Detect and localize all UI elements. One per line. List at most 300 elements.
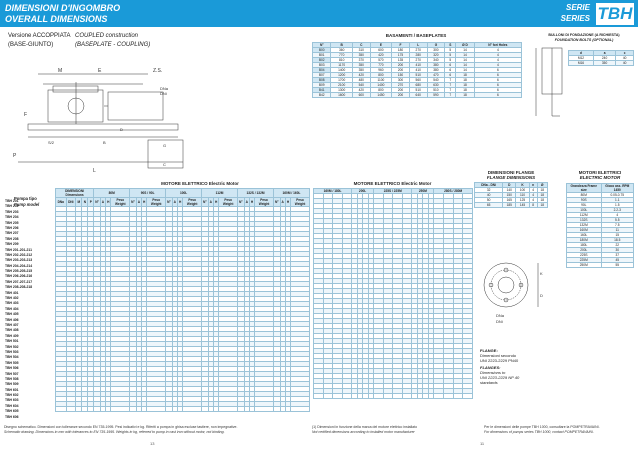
- baseplate-cell: 18: [456, 78, 474, 83]
- baseplate-cell: 7: [445, 88, 456, 93]
- right-motor-group-header: 280S / 280M: [434, 189, 473, 194]
- motor-weights-header-cell: Grandezza Frame size: [567, 184, 602, 193]
- baseplate-cell: 6: [474, 73, 521, 78]
- right-motor-cell: [443, 394, 453, 399]
- baseplate-cell: 420: [352, 88, 370, 93]
- baseplate-cell: 4: [474, 63, 521, 68]
- baseplate-cell: 420: [352, 73, 370, 78]
- pump-model-name: TBH 202: [5, 204, 19, 209]
- flange-cell: 165: [503, 198, 516, 203]
- baseplate-cell: 5: [445, 48, 456, 53]
- pump-model-name: TBH 409: [5, 333, 19, 338]
- baseplate-cell: 6: [474, 93, 521, 98]
- flange-note-en-title: FLANGES:: [480, 365, 501, 370]
- footer-right-it: Per le dimensioni delle pompe TBH 1000, consultare la POMPETRAVAINI.: [484, 425, 600, 429]
- main-cell: [219, 407, 238, 412]
- main-subheader: A: [100, 198, 105, 207]
- main-subheader: Peso Weight: [183, 198, 202, 207]
- label-f: F: [24, 112, 28, 118]
- bolts-cell: M12: [569, 56, 594, 61]
- baseplate-cell: 800: [370, 73, 391, 78]
- main-cell: [147, 407, 166, 412]
- baseplate-cell: 1700: [331, 78, 352, 83]
- main-subheader: Peso Weight: [255, 198, 274, 207]
- main-subheader: A: [280, 198, 285, 207]
- baseplate-cell: 6: [474, 78, 521, 83]
- main-group-header: 80M: [94, 189, 130, 198]
- baseplate-table: [312, 42, 522, 98]
- pump-baseplate-drawing: [8, 62, 188, 177]
- baseplate-cell: 1170: [331, 63, 352, 68]
- flange-cell: 65: [475, 203, 503, 208]
- baseplate-cell: 350: [352, 68, 370, 73]
- baseplate-cell: 18: [456, 88, 474, 93]
- main-cell: [183, 407, 202, 412]
- baseplate-cell: 480: [352, 78, 370, 83]
- pump-model-name: TBH 603: [5, 398, 19, 403]
- pump-model-name: TBH 204: [5, 215, 19, 220]
- baseplate-cell: 590: [427, 93, 445, 98]
- baseplate-cell: 600: [352, 93, 370, 98]
- main-dim-subheader: DNi: [66, 198, 76, 207]
- baseplate-header-cell: B: [331, 43, 352, 48]
- motor-weights-cell: 5.5: [601, 218, 633, 223]
- baseplate-header-cell: S: [445, 43, 456, 48]
- baseplate-cell: 350: [352, 53, 370, 58]
- pump-model-name: TBH 207: [5, 231, 19, 236]
- label-c: C: [163, 162, 166, 167]
- baseplate-cell: B00: [313, 48, 331, 53]
- main-dim-subheader: M: [76, 198, 82, 207]
- baseplate-cell: B41: [313, 88, 331, 93]
- bolts-header-cell: c: [616, 51, 634, 56]
- main-group-header: 90S / 90L: [130, 189, 166, 198]
- main-subheader: H: [249, 198, 254, 207]
- baseplate-cell: 510: [409, 73, 427, 78]
- right-motor-group-header: 200L: [352, 189, 374, 194]
- motor-weights-row: [567, 263, 634, 268]
- label-g: G: [163, 143, 167, 148]
- baseplate-cell: 600: [370, 48, 391, 53]
- flange-cell: 18: [537, 188, 547, 193]
- main-row: [56, 407, 310, 412]
- baseplate-cell: 410: [409, 63, 427, 68]
- main-subheader: A: [136, 198, 141, 207]
- pump-model-name: TBH 201-201-211: [5, 247, 32, 252]
- flange-cell: 150: [503, 193, 516, 198]
- right-motor-cell: [333, 394, 343, 399]
- baseplate-cell: 380: [427, 63, 445, 68]
- flange-title-it: DIMENSIONI FLANGE: [487, 170, 535, 175]
- baseplate-cell: 280: [409, 53, 427, 58]
- baseplate-cell: 360: [331, 48, 352, 53]
- main-cell: [166, 407, 173, 412]
- label-dni: DNi: [160, 91, 167, 96]
- flange-cell: 32: [475, 188, 503, 193]
- header-bar: [0, 0, 638, 27]
- motor-weights-cell: 1.5: [601, 203, 633, 208]
- motor-weights-cell: 4: [601, 213, 633, 218]
- baseplate-cell: 380: [427, 68, 445, 73]
- baseplate-cell: 4: [474, 53, 521, 58]
- baseplate-cell: 4: [474, 58, 521, 63]
- baseplate-cell: 1300: [331, 88, 352, 93]
- pump-model-name: TBH 204-204-214: [5, 263, 33, 268]
- right-motor-cell: [434, 394, 444, 399]
- footer-left-en: Schematic drawing. Dimensions in mm with tolerances to EN 735-1995. Weights in kg, referred to pump in cast iron without motor, not binding.: [4, 429, 225, 434]
- baseplate-cell: 420: [370, 53, 391, 58]
- baseplate-cell: 175: [392, 53, 410, 58]
- motor-weights-cell: 90S: [567, 198, 602, 203]
- pump-model-name: TBH 404: [5, 306, 19, 311]
- serie-label-it: SERIE: [565, 3, 590, 12]
- flange-title-en: FLANGE DIMENSIONS: [486, 175, 536, 180]
- flange-cell: 4: [529, 188, 537, 193]
- motor-weights-cell: 22: [601, 243, 633, 248]
- right-motor-cell: [383, 394, 393, 399]
- flange-cell: 125: [516, 198, 529, 203]
- pump-model-name: TBH 201: [5, 199, 19, 203]
- baseplate-cell: 630: [427, 83, 445, 88]
- bolts-title-en: FOUNDATION BOLTS (OPTIONAL): [554, 38, 614, 42]
- baseplate-cell: 14: [456, 53, 474, 58]
- main-group-header: 132S / 132M: [238, 189, 274, 198]
- label-e: E: [98, 68, 102, 74]
- baseplate-cell: 1600: [331, 93, 352, 98]
- baseplate-cell: 2100: [331, 83, 352, 88]
- flange-header-cell: D: [503, 183, 516, 188]
- baseplate-cell: 510: [409, 88, 427, 93]
- baseplate-cell: 14: [456, 48, 474, 53]
- baseplate-cell: 135: [392, 58, 410, 63]
- flange-cell: 185: [503, 203, 516, 208]
- motor-weights-cell: 160M: [567, 228, 602, 233]
- motor-weights-cell: 132S: [567, 218, 602, 223]
- baseplate-cell: 300: [392, 78, 410, 83]
- baseplate-cell: 200: [392, 93, 410, 98]
- main-group-header: 100L: [166, 189, 202, 198]
- baseplate-header-cell: N°: [313, 43, 331, 48]
- pump-type-en: Pump model: [14, 202, 40, 207]
- main-cell: [273, 407, 280, 412]
- motor-weights-cell: 0.05-0.75: [601, 193, 633, 198]
- motor-weights-cell: 200L: [567, 248, 602, 253]
- label-zs: Z.S.: [153, 68, 163, 74]
- baseplate-header-cell: E: [370, 43, 391, 48]
- baseplate-header-cell: Ø D: [456, 43, 474, 48]
- bolts-title-it: BULLONI DI FONDAZIONE (A RICHIESTA): [548, 33, 620, 37]
- main-dim-subheader: DNa: [56, 198, 67, 207]
- motor-weights-cell: 15: [601, 233, 633, 238]
- label-d: D: [120, 127, 123, 132]
- flange-header-cell: Ø: [537, 183, 547, 188]
- baseplate-cell: B02: [313, 58, 331, 63]
- motor-weights-cell: 37: [601, 253, 633, 258]
- baseplate-cell: 370: [352, 58, 370, 63]
- pump-model-name: TBH 203-203-213: [5, 258, 33, 263]
- baseplate-cell: 570: [370, 58, 391, 63]
- baseplate-cell: 18: [456, 73, 474, 78]
- motor-weights-cell: 225S: [567, 253, 602, 258]
- baseplate-cell: 680: [409, 83, 427, 88]
- pump-model-name: TBH 606: [5, 414, 19, 419]
- baseplate-cell: 1400: [370, 83, 391, 88]
- pump-model-name: TBH 505: [5, 360, 19, 365]
- flange-label-k: K: [540, 271, 543, 276]
- pump-model-list: [5, 199, 53, 420]
- pump-model-name: TBH 507: [5, 371, 19, 376]
- pump-model-name: TBH 407: [5, 322, 19, 327]
- pump-model-name: TBH 208-208-218: [5, 285, 33, 290]
- pump-model-name: TBH 502: [5, 344, 19, 349]
- flange-note-en-2: UNI 2223-2229 NP 40: [480, 375, 520, 380]
- pump-model-name: TBH 403: [5, 301, 19, 306]
- right-motor-cell: [393, 394, 403, 399]
- pump-model-name: TBH 506: [5, 366, 19, 371]
- right-motor-cell: [402, 394, 412, 399]
- flange-header-cell: DNa - DNi: [475, 183, 503, 188]
- pump-model-name: TBH 605: [5, 409, 19, 414]
- main-cell: [202, 407, 209, 412]
- main-cell: [94, 407, 101, 412]
- main-cell: [111, 407, 130, 412]
- baseplate-cell: 14: [456, 68, 474, 73]
- motor-weights-cell: 225M: [567, 258, 602, 263]
- label-m: M: [58, 68, 63, 74]
- pump-model-name: TBH 508: [5, 376, 19, 381]
- bolts-row: [569, 61, 634, 66]
- right-motor-row: [314, 394, 473, 399]
- flange-drawing: [478, 255, 548, 345]
- baseplate-cell: 5: [445, 53, 456, 58]
- baseplate-row: [313, 93, 522, 98]
- bolts-cell: 40: [616, 61, 634, 66]
- baseplate-cell: 6: [474, 68, 521, 73]
- baseplate-cell: B04: [313, 68, 331, 73]
- pump-model-name: TBH 203: [5, 209, 19, 214]
- right-motor-cell: [323, 394, 333, 399]
- baseplate-cell: 540: [427, 78, 445, 83]
- main-subheader: H: [213, 198, 218, 207]
- right-motor-table: [313, 188, 473, 399]
- main-subheader: H: [285, 198, 290, 207]
- motor-weights-cell: 180M: [567, 238, 602, 243]
- main-subheader: N°: [94, 198, 101, 207]
- flange-cell: 110: [516, 193, 529, 198]
- footer-left-it: Disegno schematico. Dimensioni con tolleranze secondo EN 735-1995. Pesi indicativi e kg. Riferiti a pompa in ghisa escluse tastiere, non impegnative.: [4, 425, 238, 429]
- baseplate-cell: 1100: [370, 78, 391, 83]
- pump-model-name: TBH 205-205-215: [5, 269, 33, 274]
- baseplate-cell: 270: [409, 48, 427, 53]
- label-dna: DNa: [160, 86, 169, 91]
- right-motor-title: MOTORE ELETTRICO Electric Motor: [353, 181, 432, 186]
- flange-table: [474, 182, 548, 208]
- baseplate-header-cell: L: [409, 43, 427, 48]
- motor-weights-title-en: ELECTRIC MOTOR: [579, 175, 621, 180]
- baseplate-cell: 1400: [331, 68, 352, 73]
- main-subheader: N°: [273, 198, 280, 207]
- main-dim-header: DIMENSIONI Dimensions: [56, 189, 94, 198]
- flange-label-d: D: [540, 293, 543, 298]
- footer-middle-it: (1) Dimensioni in funzione della marca del motore elettrico installato: [312, 425, 418, 429]
- flange-note-it-1: Dimensioni secondo: [480, 353, 517, 358]
- footer-middle-en: Not certified dimensions according to installed motor manufacturer: [312, 429, 415, 434]
- baseplate-cell: 270: [409, 58, 427, 63]
- baseplate-cell: 7: [445, 83, 456, 88]
- pump-model-name: TBH 207-207-217: [5, 279, 33, 284]
- baseplate-cell: 150: [392, 73, 410, 78]
- baseplate-cell: 310: [352, 48, 370, 53]
- baseplate-title: BASAMENTI / BASEPLATES: [385, 33, 447, 38]
- baseplate-cell: 6: [474, 83, 521, 88]
- main-subheader: N°: [202, 198, 209, 207]
- baseplate-cell: 180: [392, 48, 410, 53]
- baseplate-cell: 810: [331, 58, 352, 63]
- page-number-left: 13: [150, 441, 155, 446]
- main-cell: [66, 407, 76, 412]
- main-cell: [130, 407, 137, 412]
- baseplate-cell: 1200: [331, 73, 352, 78]
- flange-cell: 40: [475, 193, 503, 198]
- flange-cell: 18: [537, 203, 547, 208]
- baseplate-cell: 340: [427, 58, 445, 63]
- main-subheader: Peso Weight: [291, 198, 310, 207]
- baseplate-cell: 540: [352, 83, 370, 88]
- pump-model-name: TBH 604: [5, 403, 19, 408]
- flange-label-dna: DNa: [496, 313, 505, 318]
- right-motor-group-header: 250M: [412, 189, 434, 194]
- baseplate-cell: 300: [427, 48, 445, 53]
- baseplate-cell: 770: [370, 63, 391, 68]
- baseplate-header-cell: G: [427, 43, 445, 48]
- pump-model-name: TBH 408: [5, 328, 19, 333]
- bolts-cell: M16: [569, 61, 594, 66]
- flange-header-cell: n: [529, 183, 537, 188]
- baseplate-cell: 560: [409, 78, 427, 83]
- main-dim-subheader: N: [82, 198, 88, 207]
- pump-model-name: TBH 406: [5, 317, 19, 322]
- motor-weights-cell: 11: [601, 228, 633, 233]
- motor-weights-cell: 112M: [567, 213, 602, 218]
- motor-weights-cell: 80M: [567, 193, 602, 198]
- label-l: L: [93, 168, 96, 174]
- pump-model-name: TBH 601: [5, 387, 19, 392]
- baseplate-cell: 350: [352, 63, 370, 68]
- main-subheader: A: [172, 198, 177, 207]
- flange-note-en-1: Dimensions to: [480, 370, 506, 375]
- motor-weights-cell: 18.5: [601, 238, 633, 243]
- footer-right-en: For dimensions of pumps series TBH 1000, contact POMPETRAVAINI.: [484, 429, 594, 434]
- main-subheader: N°: [130, 198, 137, 207]
- motor-weights-cell: 180L: [567, 243, 602, 248]
- main-subheader: A: [244, 198, 249, 207]
- flange-cell: 145: [516, 203, 529, 208]
- flange-cell: 140: [503, 188, 516, 193]
- motor-weights-title-it: MOTORI ELETTRICI: [578, 170, 622, 175]
- main-group-header: 112M: [202, 189, 238, 198]
- baseplate-header-cell: F: [392, 43, 410, 48]
- motor-weights-header-cell: Gioco ass. RPM 1450: [601, 184, 633, 193]
- baseplate-cell: B08: [313, 78, 331, 83]
- version-it: Versione ACCOPPIATA: [8, 33, 71, 39]
- motor-weights-table: [566, 183, 634, 268]
- main-subheader: H: [142, 198, 147, 207]
- flange-cell: 8: [529, 203, 537, 208]
- label-sd: S/2: [48, 140, 55, 145]
- series-code-badge: TBH: [597, 4, 633, 23]
- main-subheader: Peso Weight: [111, 198, 130, 207]
- baseplate-cell: 18: [456, 93, 474, 98]
- baseplate-cell: 5: [445, 58, 456, 63]
- flange-cell: 100: [516, 188, 529, 193]
- page-title-en: OVERALL DIMENSIONS: [5, 14, 108, 24]
- baseplate-cell: 410: [409, 68, 427, 73]
- right-motor-group-header: 160M / 180L: [314, 189, 352, 194]
- flange-label-dni: DNi: [496, 319, 503, 324]
- main-subheader: N°: [166, 198, 173, 207]
- flange-note-en-3: standards: [480, 380, 498, 385]
- bolts-header-cell: a: [593, 51, 615, 56]
- pump-type-it: Pompa tipo: [14, 196, 37, 201]
- main-cell: [238, 407, 245, 412]
- bolts-cell: 350: [593, 61, 615, 66]
- right-motor-cell: [453, 394, 463, 399]
- baseplate-cell: 200: [392, 88, 410, 93]
- pump-model-name: TBH 205: [5, 220, 19, 225]
- bolts-header-cell: d: [569, 51, 594, 56]
- main-cell: [255, 407, 274, 412]
- baseplate-cell: 6: [474, 88, 521, 93]
- pump-model-name: TBH 206-206-216: [5, 274, 33, 279]
- flange-note-it-title: FLANGE:: [480, 348, 498, 353]
- baseplate-header-cell: C: [352, 43, 370, 48]
- flange-note-it-2: UNI 2223-2229 PN40: [480, 358, 519, 363]
- main-dimension-table: [55, 188, 310, 412]
- version-en: COUPLED construction: [75, 33, 139, 39]
- main-motor-title: MOTORE ELETTRICO Electric Motor: [161, 181, 239, 186]
- right-motor-group-header: 225S / 225M: [374, 189, 412, 194]
- baseplate-header-cell: N° fori Holes: [474, 43, 521, 48]
- flange-cell: 50: [475, 198, 503, 203]
- flange-row: [475, 203, 548, 208]
- pump-model-name: TBH 405: [5, 312, 19, 317]
- baseplate-cell: 7: [445, 93, 456, 98]
- right-motor-cell: [463, 394, 473, 399]
- baseplate-cell: 200: [392, 68, 410, 73]
- version-it-sub: (BASE-GIUNTO): [8, 42, 54, 48]
- bolts-row: [569, 56, 634, 61]
- label-p: P: [13, 153, 17, 159]
- main-group-header: 160M / 160L: [273, 189, 309, 198]
- label-b: B: [103, 140, 106, 145]
- foundation-bolt-drawing: [532, 46, 564, 124]
- version-en-sub: (BASEPLATE - COUPLING): [75, 42, 151, 48]
- baseplate-cell: B42: [313, 93, 331, 98]
- motor-weights-cell: 100L: [567, 208, 602, 213]
- baseplate-cell: 6: [445, 68, 456, 73]
- main-subheader: A: [208, 198, 213, 207]
- baseplate-cell: 510: [427, 88, 445, 93]
- pump-model-name: TBH 209: [5, 242, 19, 247]
- pump-model-name: TBH 503: [5, 349, 19, 354]
- motor-weights-cell: 7.5: [601, 223, 633, 228]
- flange-cell: 4: [529, 193, 537, 198]
- main-subheader: Peso Weight: [219, 198, 238, 207]
- main-cell: [291, 407, 310, 412]
- main-subheader: H: [106, 198, 111, 207]
- baseplate-cell: 200: [392, 63, 410, 68]
- right-motor-cell: [342, 394, 352, 399]
